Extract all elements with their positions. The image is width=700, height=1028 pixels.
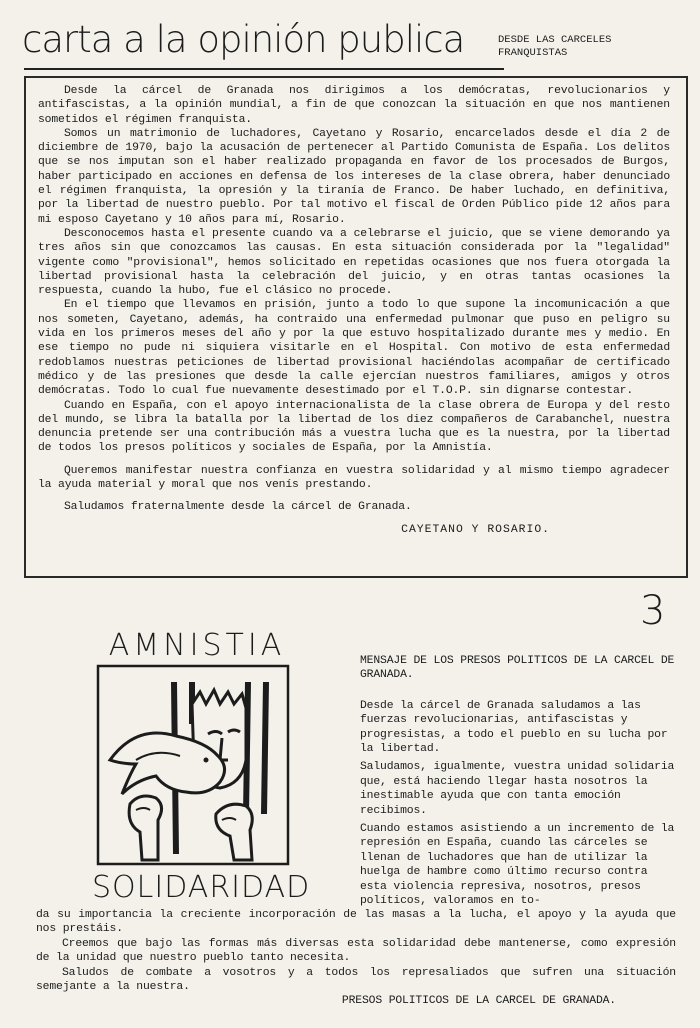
amnesty-poster	[92, 628, 311, 906]
masthead-subtitle-line1: DESDE LAS CARCELES	[498, 34, 612, 46]
letter-paragraph: Desde la cárcel de Granada nos dirigimos a los demócratas, revolucionarios y antifascistas, a la opinión mundial, a fin de que conozcan la situación en que nos mantienen sometidos el régimen franquista.	[38, 85, 670, 126]
message-paragraph: Saludos de combate a vosotros y a todos los represaliados que sufren una situación semejante a la nuestra.	[36, 966, 676, 994]
letter-closing: Saludamos fraternalmente desde la cárcel de Granada.	[64, 501, 412, 514]
letter-paragraph: Desconocemos hasta el presente cuando va a celebrarse el juicio, que se viene demorando ya tres años sin que conozcamos las causas. En esta situación considerada por la "legalidad" vigente como "provisional", hemos solicitado en repetidas ocasiones que nos fuera otorgada la libertad provisional hasta la celebración del juicio, y en otras tantas ocasiones la respuesta, cuando la hubo, fue el clásico no procede.	[38, 227, 670, 298]
letter-paragraph: En el tiempo que llevamos en prisión, junto a todo lo que supone la incomunicación a que nos someten, Cayetano, además, ha contraido una enfermedad pulmonar que puso en peligro su vida en los primeros meses del año y por la que estuvo hospitalizado durante mes y medio. En ese tiempo no pude ni siquiera visitarle en el Hospital. Con motivo de esta enfermedad redoblamos nuestras peticiones de libertad provisional haciéndolas acompañar de certificado médico y de las presiones que desde la calle ejercían nuestros familiares, amigos y otros demócratas. Todo lo cual fue nuevamente desestimado por el T.O.P. sin dignarse contestar.	[38, 299, 670, 398]
letter-signature: CAYETANO Y ROSARIO.	[401, 523, 550, 536]
message-paragraph: Creemos que bajo las formas más diversas esta solidaridad debe mantenerse, como expresión de la unidad que nuestro pueblo tanto necesita.	[36, 937, 676, 965]
prisoner-dove-illustration	[96, 664, 298, 872]
masthead-title: carta a la opinión publica	[22, 18, 465, 61]
open-letter	[38, 84, 670, 537]
message-heading: MENSAJE DE LOS PRESOS POLITICOS DE LA CARCEL DE GRANADA.	[360, 655, 675, 682]
message-paragraph: Desde la cárcel de Granada saludamos a las fuerzas revolucionarias, antifascistas y progresistas, a todo el pueblo en su lucha por la libertad.	[360, 699, 668, 756]
prisoners-message	[360, 654, 676, 913]
message-paragraph: Saludamos, igualmente, vuestra unidad solidaria que, está haciendo llegar hasta nosotros la inestimable ayuda que con tanta emoción recibimos.	[360, 761, 675, 817]
page-number: 3	[640, 588, 666, 634]
message-continuation	[36, 908, 676, 1009]
masthead	[18, 10, 688, 70]
masthead-subtitle	[498, 34, 611, 60]
masthead-underline	[24, 68, 504, 70]
masthead-subtitle-line2: FRANQUISTAS	[498, 47, 568, 59]
letter-paragraph: Somos un matrimonio de luchadores, Cayetano y Rosario, encarcelados desde el día 2 de diciembre de 1970, bajo la acusación de pertenecer al Partido Comunista de España. Los delitos que se nos imputan son el haber realizado propaganda en favor de los procesados de Burgos, haber participado en acciones en defensa de los intereses de la clase obrera, haber denunciado el régimen franquista, la opresión y la tiranía de Franco. De haber luchado, en definitiva, por la libertad de nuestro pueblo. Por tal motivo el fiscal de Orden Público pide 12 años para mi esposo Cayetano y 10 años para mí, Rosario.	[38, 127, 670, 226]
message-signature: PRESOS POLITICOS DE LA CARCEL DE GRANADA.	[341, 995, 616, 1008]
letter-paragraph: Queremos manifestar nuestra confianza en vuestra solidaridad y al mismo tiempo agradecer la ayuda material y moral que nos venís prestando.	[38, 464, 670, 492]
letter-paragraph: Cuando en España, con el apoyo internacionalista de la clase obrera de Europa y del resto del mundo, se libra la batalla por la libertad de los diez compañeros de Carabanchel, nuestra denuncia pretende ser una contribución más a vuestra lucha que es la nuestra, por la libertad de todos los presos políticos y sociales de España, por la Amnistía.	[38, 399, 670, 455]
message-paragraph: Cuando estamos asistiendo a un incremento de la represión en España, cuando las cárceles se llenan de luchadores que han de utilizar la huelga de hambre como último recurso contra esta violencia represiva, nosotros, presos políticos, valoramos en to-	[360, 823, 675, 908]
poster-title-amnistia: AMNISTIA	[108, 628, 286, 663]
poster-title-solidaridad: SOLIDARIDAD	[92, 870, 311, 905]
message-paragraph: da su importancia la creciente incorporación de las masas a la lucha, el apoyo y la ayuda que nos prestáis.	[36, 909, 676, 936]
